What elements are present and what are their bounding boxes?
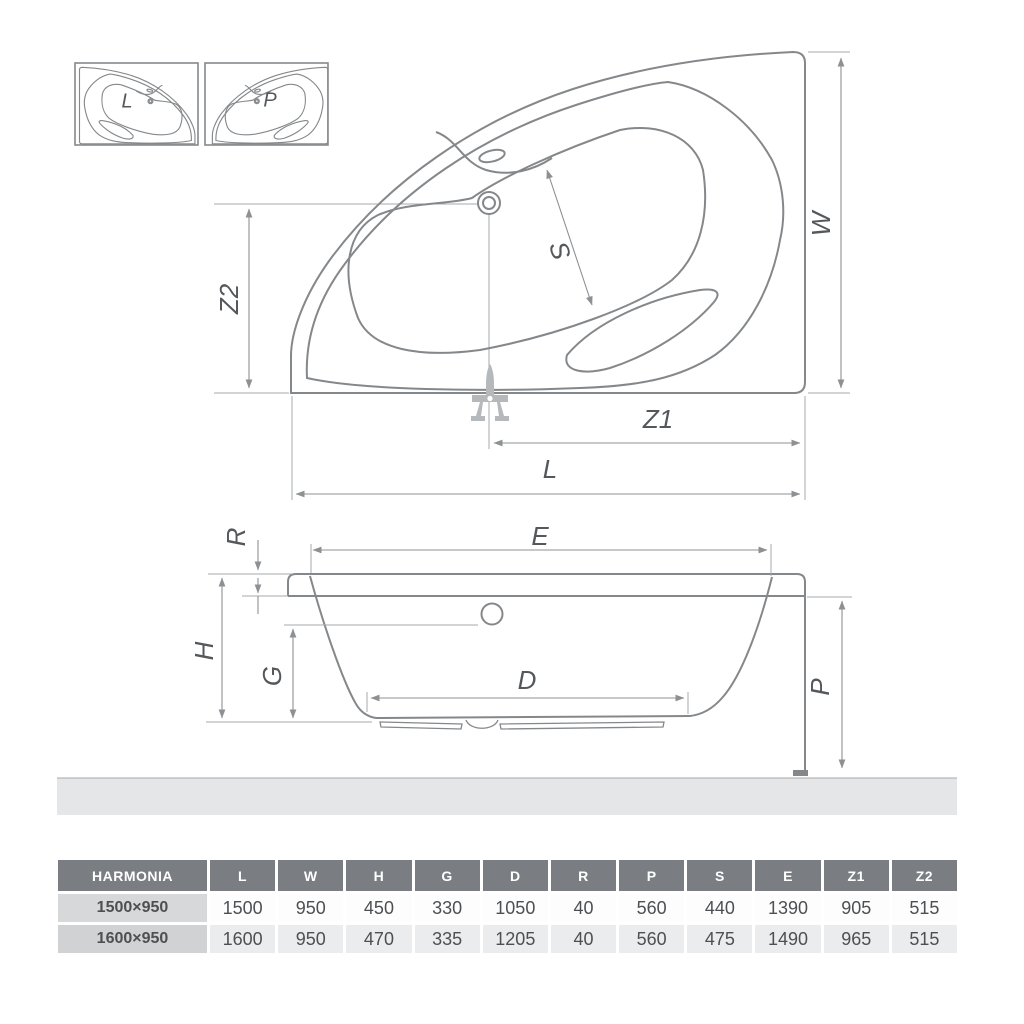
dim-label-D: D bbox=[517, 664, 537, 695]
base-slat-left bbox=[380, 722, 462, 729]
side-view-drawing bbox=[57, 521, 957, 815]
table-cell: 335 bbox=[415, 925, 480, 953]
floor-band bbox=[57, 778, 957, 815]
dim-label-Z1: Z1 bbox=[642, 403, 674, 434]
table-cell: 330 bbox=[415, 894, 480, 922]
thumbnail-left-variant bbox=[75, 63, 198, 145]
table-cell: 1600 bbox=[210, 925, 275, 953]
dim-label-G: G bbox=[256, 665, 287, 687]
table-cell: 450 bbox=[346, 894, 411, 922]
table-cell: 950 bbox=[278, 925, 343, 953]
table-header-G: G bbox=[415, 860, 480, 891]
table-cell: 1205 bbox=[483, 925, 548, 953]
table-cell: 950 bbox=[278, 894, 343, 922]
table-row-label: 1600×950 bbox=[58, 925, 207, 953]
table-cell: 515 bbox=[892, 894, 957, 922]
dim-label-W: W bbox=[805, 211, 836, 237]
table-header-E: E bbox=[755, 860, 820, 891]
left-variant-label: L bbox=[121, 90, 133, 113]
table-cell: 470 bbox=[346, 925, 411, 953]
top-view-drawing bbox=[214, 52, 850, 500]
right-variant-label: P bbox=[263, 89, 277, 112]
dim-label-S: S bbox=[543, 237, 577, 264]
base-notch bbox=[466, 720, 498, 728]
top-view-tub bbox=[291, 52, 805, 393]
mini-tub-left bbox=[79, 67, 194, 144]
dim-label-R: R bbox=[220, 527, 251, 547]
table-cell: 965 bbox=[824, 925, 889, 953]
table-cell: 560 bbox=[619, 925, 684, 953]
table-header-P: P bbox=[619, 860, 684, 891]
table-cell: 1050 bbox=[483, 894, 548, 922]
overflow-hole bbox=[482, 604, 503, 625]
table-header-L: L bbox=[210, 860, 275, 891]
dim-label-H: H bbox=[188, 641, 219, 661]
table-header-S: S bbox=[687, 860, 752, 891]
dim-label-E: E bbox=[531, 520, 549, 551]
table-row-label: 1500×950 bbox=[58, 894, 207, 922]
dim-label-P: P bbox=[804, 678, 835, 696]
base-slat-right bbox=[500, 722, 664, 729]
tub-foot bbox=[793, 770, 808, 776]
dim-label-L: L bbox=[542, 453, 558, 484]
table-header-Z1: Z1 bbox=[824, 860, 889, 891]
table-header-Z2: Z2 bbox=[892, 860, 957, 891]
table-cell: 475 bbox=[687, 925, 752, 953]
table-header-H: H bbox=[346, 860, 411, 891]
table-cell: 1490 bbox=[755, 925, 820, 953]
table-cell: 560 bbox=[619, 894, 684, 922]
table-header-W: W bbox=[278, 860, 343, 891]
spec-table bbox=[58, 860, 957, 953]
table-header-R: R bbox=[551, 860, 616, 891]
table-cell: 440 bbox=[687, 894, 752, 922]
table-header-model: HARMONIA bbox=[58, 860, 207, 891]
table-cell: 905 bbox=[824, 894, 889, 922]
table-header-D: D bbox=[483, 860, 548, 891]
table-cell: 1500 bbox=[210, 894, 275, 922]
dim-label-Z2: Z2 bbox=[213, 283, 244, 315]
thumbnail-right-variant bbox=[205, 63, 328, 145]
table-cell: 1390 bbox=[755, 894, 820, 922]
table-cell: 515 bbox=[892, 925, 957, 953]
table-cell: 40 bbox=[551, 925, 616, 953]
table-cell: 40 bbox=[551, 894, 616, 922]
